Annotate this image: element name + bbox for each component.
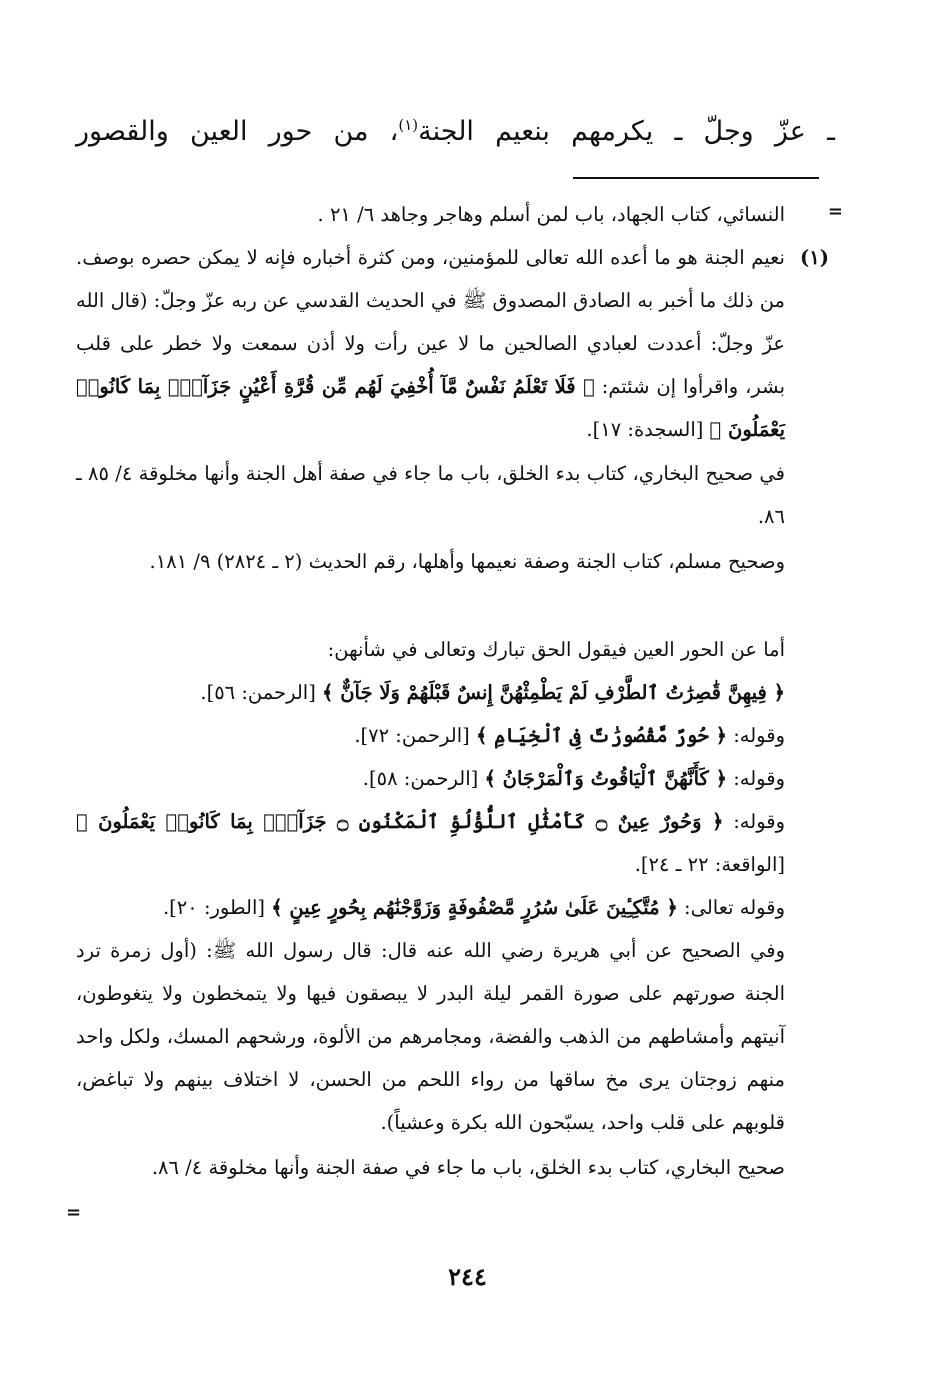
main-text-line xyxy=(76,108,835,156)
verse-reference: [السجدة: ١٧]. xyxy=(586,418,704,441)
main-text-before-ref: ـ عزّ وجلّ ـ يكرمهم بنعيم الجنة xyxy=(418,116,835,147)
verse-line xyxy=(76,800,785,886)
verse-reference: [الرحمن: ٥٨]. xyxy=(362,767,479,790)
verse-line xyxy=(76,714,785,757)
footnote-reference[interactable]: (١) xyxy=(398,116,419,134)
main-text-after-ref: ، من حور العين والقصور xyxy=(76,116,399,147)
footnote-paragraph-muslim: وصحيح مسلم، كتاب الجنة وصفة نعيمها وأهلها، رقم الحديث (٢ ـ ٢٨٢٤) ٩/ ١٨١. xyxy=(149,550,785,573)
quran-verse: ﴿ وَحُورٌ عِينٌ ۝ كَأَمْثَٰلِ ٱللُّؤْلُؤِ ٱلْمَكْنُونِ ۝ جَزَآءًۢ بِمَا كَانُوا۟ يَعْمَلُونَ ﴾ xyxy=(76,810,724,833)
verse-reference: [الرحمن: ٧٢]. xyxy=(354,724,470,747)
verse-line xyxy=(76,757,785,800)
verse-intro: وقوله: xyxy=(733,724,785,747)
verse-reference: [الرحمن: ٥٦]. xyxy=(200,681,316,704)
quran-verse: ﴿ مُتَّكِـِٔينَ عَلَىٰ سُرُرٍ مَّصْفُوفَةٍ وَزَوَّجْنَٰهُم بِحُورٍ عِينٍ ﴾ xyxy=(271,896,678,919)
footnote-paragraph-bukhari: في صحيح البخاري، كتاب بدء الخلق، باب ما جاء في صفة أهل الجنة وأنها مخلوقة ٤/ ٨٥ ـ ٨٦. xyxy=(76,462,785,528)
verse-reference: [الواقعة: ٢٢ ـ ٢٤]. xyxy=(634,853,785,876)
verse-intro: وقوله: xyxy=(733,810,786,833)
verse-intro: وقوله تعالى: xyxy=(684,896,785,919)
verse-intro: وقوله: xyxy=(733,767,785,790)
page-number: ٢٤٤ xyxy=(448,1262,487,1291)
footnote-separator xyxy=(573,177,819,179)
footnote-paragraph-hadith-qudsi xyxy=(76,236,785,451)
footnote-text: نعيم الجنة هو ما أعده الله تعالى للمؤمنين، ومن كثرة أخباره فإنه لا يمكن حصره بوصف. من ذلك ما أخبر به الصادق المصدوق ﷺ في الحديث القدسي عن ربه عزّ وجلّ: (قال الله عزّ وجلّ: أعددت لعبادي الصالحين ما لا عين رأت ولا أذن سمعت ولا خطر على قلب بشر، واقرأوا إن شئتم: xyxy=(76,246,786,398)
footnote-paragraph-abu-hurayrah: وفي الصحيح عن أبي هريرة رضي الله عنه قال: قال رسول الله ﷺ: (أول زمرة ترد الجنة صورتهم على صورة القمر ليلة البدر لا يبصقون فيها ولا يتمخطون ولا يتغوطون، آنيتهم وأمشاطهم من الذهب والفضة، ومجامرهم من الألوة، ورشحهم المسك، ولكل واحد منهم زوجتان يرى مخ ساقها من رواء اللحم من الحسن، لا اختلاف بينهم ولا تباغض، قلوبهم على قلب واحد، يسبّحون الله بكرة وعشياً). xyxy=(76,939,785,1134)
footnote-paragraph-bukhari-2: صحيح البخاري، كتاب بدء الخلق، باب ما جاء في صفة الجنة وأنها مخلوقة ٤/ ٨٦. xyxy=(151,1156,785,1179)
quran-verse: ﴿ فِيهِنَّ قَٰصِرَٰتُ ٱلطَّرْفِ لَمْ يَطْمِثْهُنَّ إِنسٌ قَبْلَهُمْ وَلَا جَآنٌّ ﴾ xyxy=(322,681,785,704)
footnote-marker: (١) xyxy=(800,246,829,269)
quran-verse: ﴿ حُورٌ مَّقْصُورَٰتٌ فِى ٱلْخِيَامِ ﴾ xyxy=(475,724,728,747)
quran-verse: ﴿ كَأَنَّهُنَّ ٱلْيَاقُوتُ وَٱلْمَرْجَانُ ﴾ xyxy=(484,767,728,790)
continuation-mark-bottom: = xyxy=(66,1202,82,1223)
verse-reference: [الطور: ٢٠]. xyxy=(162,896,265,919)
verse-line xyxy=(76,886,785,929)
continuation-mark-top: = xyxy=(827,201,843,222)
footnote-continuation: النسائي، كتاب الجهاد، باب لمن أسلم وهاجر وجاهد ٦/ ٢١ . xyxy=(317,203,785,226)
footnote-paragraph-hur-intro: أما عن الحور العين فيقول الحق تبارك وتعالى في شأنهن: xyxy=(327,638,785,661)
verse-line xyxy=(76,671,785,714)
quran-verse: ﴿ فَلَا تَعْلَمُ نَفْسٌ مَّآ أُخْفِيَ لَهُم مِّن قُرَّةِ أَعْيُنٍ جَزَآءًۢ بِمَا كَانُوا۟ يَعْمَلُونَ ﴾ xyxy=(76,375,785,441)
